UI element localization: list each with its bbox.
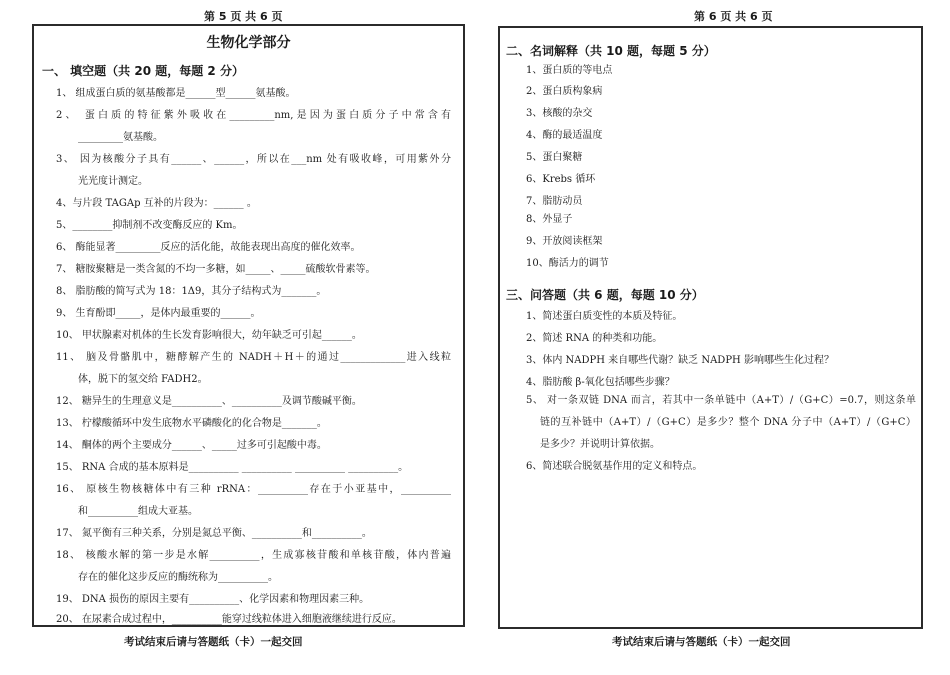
term-item: 10、酶活力的调节 <box>526 258 609 269</box>
right-page-footer: 考试结束后请与答题纸（卡）一起交回 <box>612 636 791 648</box>
question-item: 8、 脂肪酸的简写式为 18：1Δ9，其分子结构式为_______。 <box>56 286 327 297</box>
question-item: 14、 酮体的两个主要成分______、_____过多可引起酸中毒。 <box>56 440 327 451</box>
term-item: 2、蛋白质构象病 <box>526 86 603 97</box>
question-item-continuation: 体，脱下的氢交给 FADH2。 <box>78 374 208 385</box>
question-item: 5、________抑制剂不改变酶反应的 Km。 <box>56 220 243 231</box>
term-item: 9、开放阅读框架 <box>526 236 603 247</box>
fill-in-section-heading: 一、 填空题（共 20 题，每题 2 分） <box>42 64 244 78</box>
qa-item-continuation: 链的互补链中（A+T）/（G+C）是多少？整个 DNA 分子中（A+T）/（G+C） <box>540 417 916 428</box>
qa-section-heading: 三、问答题（共 6 题，每题 10 分） <box>506 288 704 302</box>
right-page-frame <box>498 26 923 629</box>
question-item: 15、 RNA 合成的基本原料是__________ __________ __________ __________。 <box>56 462 409 473</box>
term-item: 4、酶的最适温度 <box>526 130 603 141</box>
question-item: 1、 组成蛋白质的氨基酸都是______型______氨基酸。 <box>56 88 296 99</box>
question-item: 13、 柠檬酸循环中发生底物水平磷酸化的化合物是_______。 <box>56 418 327 429</box>
term-section-heading: 二、名词解释（共 10 题，每题 5 分） <box>506 44 716 58</box>
term-item: 7、脂肪动员 <box>526 196 583 207</box>
left-page-frame <box>32 24 465 627</box>
term-item: 8、外显子 <box>526 214 573 225</box>
term-item: 6、Krebs 循环 <box>526 174 596 185</box>
question-item: 4、与片段 TAGAp 互补的片段为：______ 。 <box>56 198 257 209</box>
question-item: 18、 核酸水解的第一步是水解__________，生成寡核苷酸和单核苷酸，体内普遍 <box>56 550 451 561</box>
question-item-continuation: 存在的催化这步反应的酶统称为__________。 <box>78 572 278 583</box>
qa-item: 4、脂肪酸 β-氧化包括哪些步骤？ <box>526 377 675 388</box>
question-item: 11、 脑及骨骼肌中，糖酵解产生的 NADH＋H＋的通过_____________进入线粒 <box>56 352 451 363</box>
left-page-header: 第 5 页 共 6 页 <box>204 10 283 23</box>
qa-item: 2、简述 RNA 的种类和功能。 <box>526 333 663 344</box>
question-item: 17、 氮平衡有三种关系，分别是氮总平衡、__________和__________。 <box>56 528 372 539</box>
question-item: 12、 糖异生的生理意义是__________、__________及调节酸碱平衡。 <box>56 396 362 407</box>
term-item: 1、蛋白质的等电点 <box>526 65 613 76</box>
question-item-continuation: _________氨基酸。 <box>78 132 163 143</box>
question-item: 7、 糖胺聚糖是一类含氮的不均一多糖，如_____、_____硫酸软骨素等。 <box>56 264 376 275</box>
qa-item: 6、简述联合脱氨基作用的定义和特点。 <box>526 461 703 472</box>
question-item: 19、 DNA 损伤的原因主要有__________、化学因素和物理因素三种。 <box>56 594 370 605</box>
subject-title: 生物化学部分 <box>206 35 291 51</box>
right-page-header: 第 6 页 共 6 页 <box>694 10 773 23</box>
term-item: 3、核酸的杂交 <box>526 108 593 119</box>
qa-item-continuation: 是多少？并说明计算依据。 <box>540 439 660 450</box>
question-item: 20、 在尿素合成过程中，__________能穿过线粒体进入细胞液继续进行反应。 <box>56 614 402 625</box>
question-item: 10、 甲状腺素对机体的生长发育影响很大，幼年缺乏可引起______。 <box>56 330 362 341</box>
qa-item: 5、 对一条双链 DNA 而言，若其中一条单链中（A+T）/（G+C）=0.7，则这条单 <box>526 395 916 406</box>
left-page-footer: 考试结束后请与答题纸（卡）一起交回 <box>124 636 303 648</box>
question-item-continuation: 光光度计测定。 <box>78 176 148 187</box>
question-item: 2、 蛋白质的特征紫外吸收在_________nm,是因为蛋白质分子中常含有 <box>56 110 451 121</box>
qa-item: 3、体内 NADPH 来自哪些代谢？缺乏 NADPH 影响哪些生化过程？ <box>526 355 834 366</box>
term-item: 5、蛋白聚糖 <box>526 152 583 163</box>
question-item: 9、 生育酚即_____，是体内最重要的______。 <box>56 308 261 319</box>
question-item: 6、 酶能显著_________反应的活化能，故能表现出高度的催化效率。 <box>56 242 361 253</box>
question-item-continuation: 和__________组成大亚基。 <box>78 506 198 517</box>
question-item: 16、 原核生物核糖体中有三种 rRNA：__________存在于小亚基中，__________ <box>56 484 451 495</box>
qa-item: 1、简述蛋白质变性的本质及特征。 <box>526 311 683 322</box>
question-item: 3、 因为核酸分子具有______、______，所以在___nm 处有吸收峰，可用紫外分 <box>56 154 451 165</box>
